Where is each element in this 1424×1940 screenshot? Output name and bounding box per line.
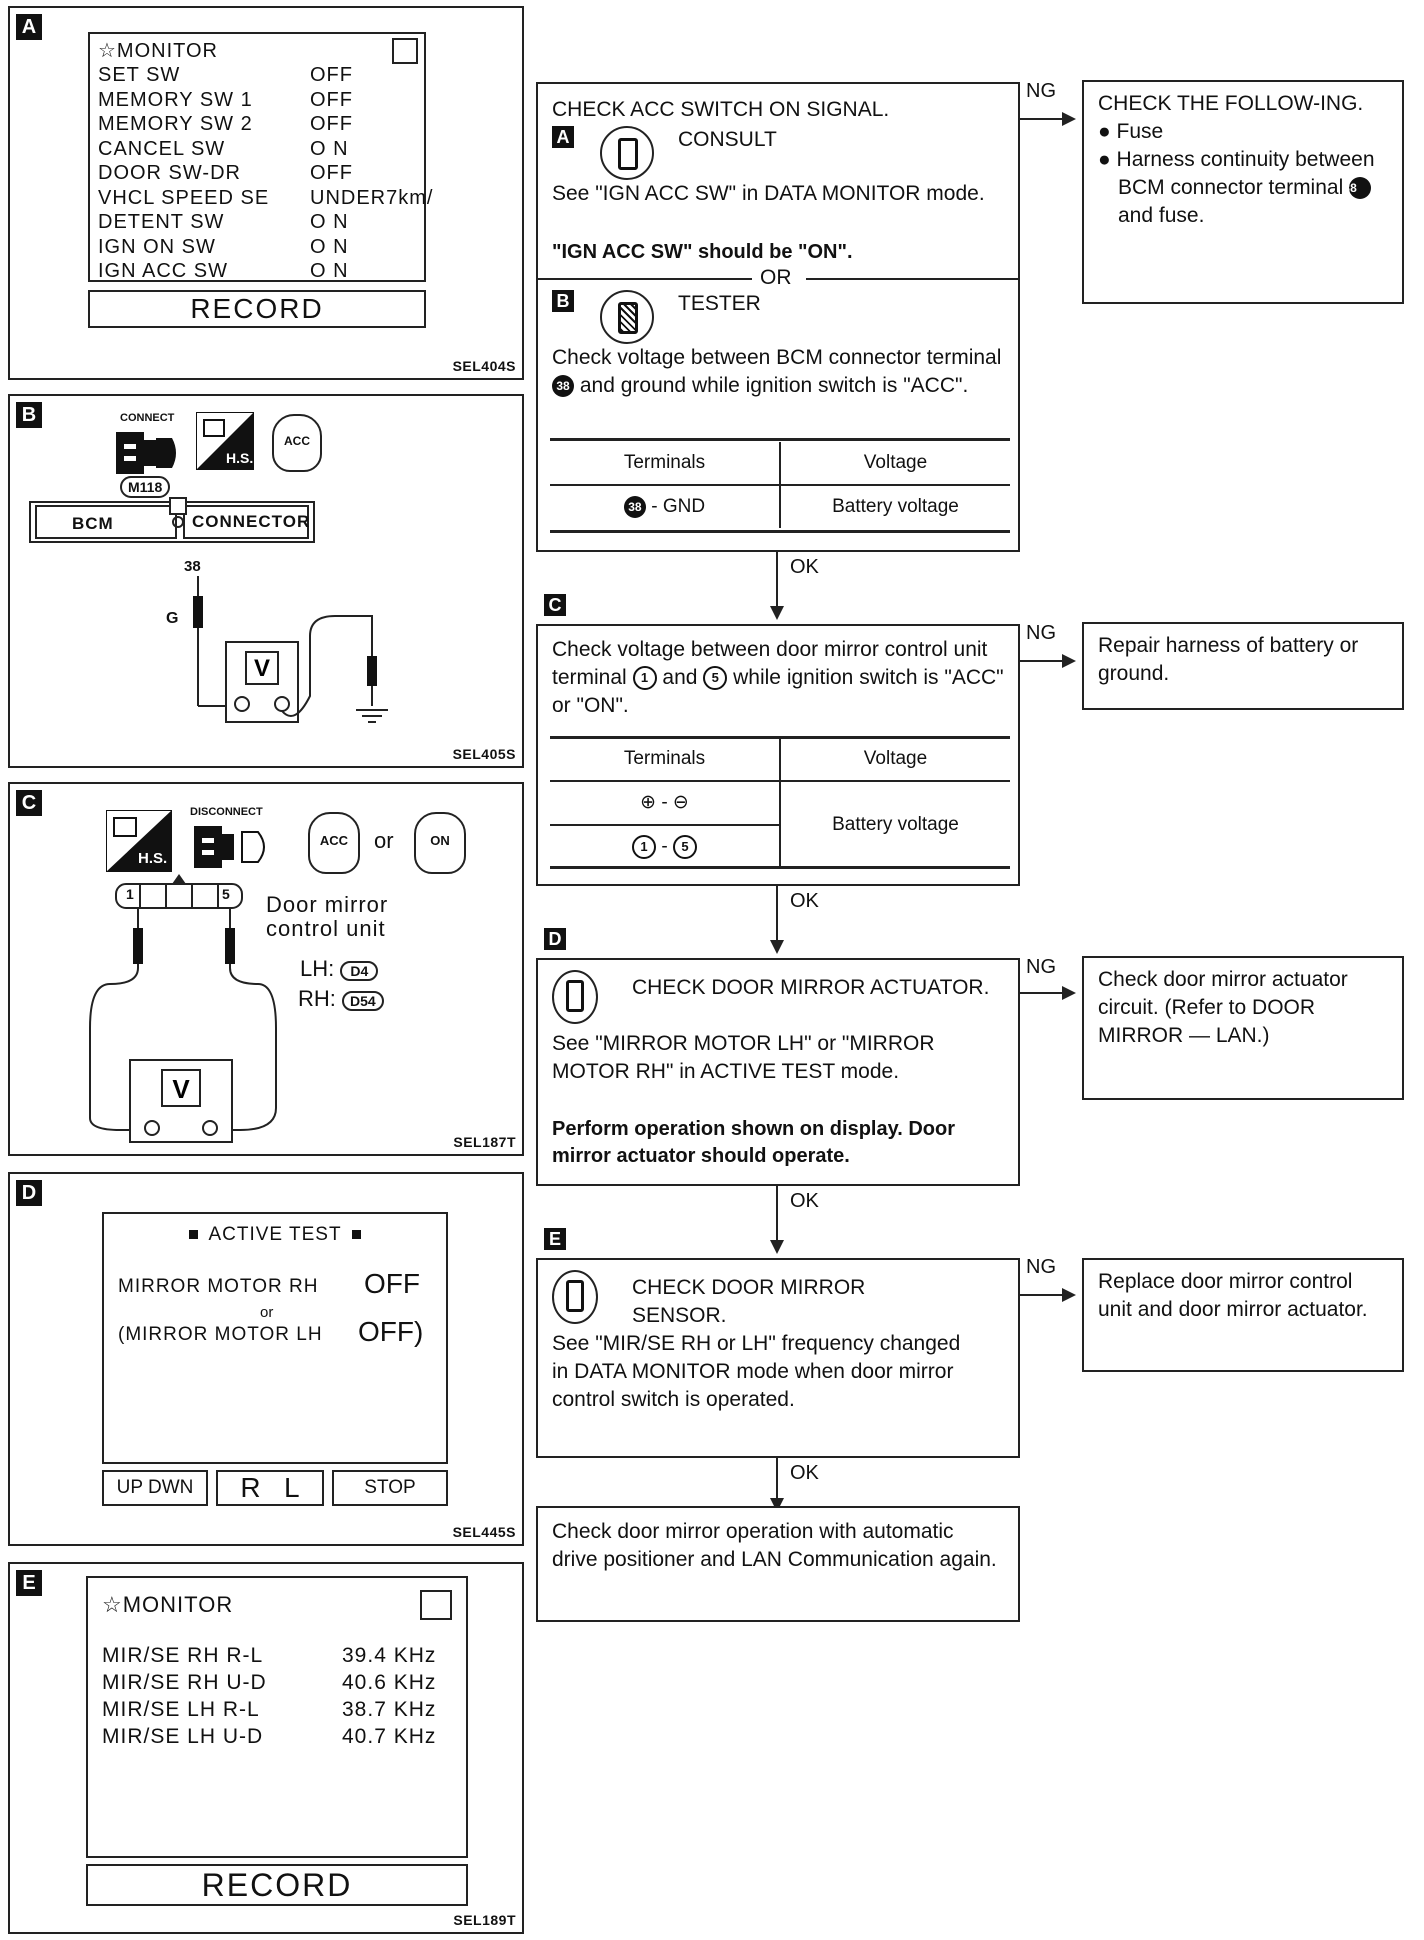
figure-code: SEL445S <box>452 1524 516 1540</box>
connect-label: CONNECT <box>120 412 175 424</box>
monitor-row-value: 38.7 KHz <box>342 1698 437 1721</box>
active-test-title: ACTIVE TEST <box>104 1224 446 1246</box>
ng-label-2: NG <box>1026 622 1056 644</box>
consult-label: CONSULT <box>678 128 777 151</box>
monitor-row-label: DOOR SW-DR <box>98 162 241 184</box>
monitor-header: ☆MONITOR <box>98 40 219 62</box>
ng-check-actuator-circuit <box>1082 956 1404 1100</box>
ok-label-1: OK <box>790 556 819 578</box>
key-on-label: ON <box>430 833 450 848</box>
bullet-icon <box>352 1230 361 1239</box>
step3-bold: Perform operation shown on display. Door mirror actuator should operate. <box>552 1118 955 1167</box>
monitor-row-label: IGN ON SW <box>98 235 216 258</box>
step1-title: CHECK ACC SWITCH ON SIGNAL. <box>552 98 890 121</box>
panel-d <box>8 1172 524 1546</box>
step1-table <box>550 442 1010 528</box>
monitor-row-value: 40.7 KHz <box>342 1725 437 1748</box>
monitor-row-label: MIR/SE RH U-D <box>102 1671 267 1694</box>
ng-label-4: NG <box>1026 1256 1056 1278</box>
pin5-label: 5 <box>222 886 230 902</box>
figure-code: SEL187T <box>453 1134 516 1150</box>
ng1-item-harness: ● Harness continuity between BCM connector terminal 38 and fuse. <box>1098 148 1375 227</box>
arrow-right-icon <box>1062 1288 1076 1302</box>
monitor-row-label: MEMORY SW 2 <box>98 113 253 135</box>
step2-table <box>550 738 1010 868</box>
disconnect-label: DISCONNECT <box>190 806 263 818</box>
monitor-row-value: O N <box>310 137 349 160</box>
voltmeter-v: V <box>253 655 271 682</box>
col-terminals: Terminals <box>550 738 780 781</box>
col-voltage: Voltage <box>780 738 1010 781</box>
monitor-row-value: OFF <box>310 113 353 135</box>
record-button[interactable]: RECORD <box>86 1864 468 1906</box>
voltmeter-circuit <box>160 576 420 736</box>
table-bottom-rule <box>550 530 1010 533</box>
step-tag-e: E <box>544 1228 566 1250</box>
arrow-down-icon <box>770 606 784 620</box>
step-door-mirror-voltage <box>536 624 1020 886</box>
bcm-label: BCM <box>72 514 114 533</box>
terminal-38-badge: 38 <box>552 375 574 397</box>
ng-arrow-1 <box>1020 118 1064 120</box>
terminal-cell: ⊕ - ⊖ <box>550 781 780 825</box>
monitor-row-label: IGN ACC SW <box>98 260 229 282</box>
ng-arrow-2 <box>1020 660 1064 662</box>
key-on-icon <box>414 812 466 874</box>
monitor-screen-a <box>88 32 434 282</box>
right-left-button[interactable]: R L <box>216 1470 324 1506</box>
panel-b <box>8 394 524 768</box>
voltmeter-circuit <box>80 908 290 1148</box>
step3-see: See "MIRROR MOTOR LH" or "MIRROR MOTOR RH" in ACTIVE TEST mode. <box>552 1032 935 1083</box>
lh-label: LH: D4 <box>300 956 378 982</box>
arrow-right-icon <box>1062 654 1076 668</box>
hs-label: H.S. <box>138 850 168 867</box>
checkbox-icon <box>392 38 418 64</box>
or-label: OR <box>760 266 792 289</box>
monitor-screen-e <box>86 1576 468 1858</box>
ng-label-3: NG <box>1026 956 1056 978</box>
connector-disconnect-icon <box>192 820 276 874</box>
arrow-down-icon <box>770 1240 784 1254</box>
monitor-row-value: O N <box>310 211 349 233</box>
monitor-row-label: CANCEL SW <box>98 137 226 160</box>
harness-code-badge: M118 <box>120 476 170 498</box>
tester-icon <box>600 290 654 344</box>
figure-code: SEL189T <box>453 1912 516 1928</box>
key-acc-icon <box>272 414 322 472</box>
or-divider-right <box>806 278 1020 280</box>
connector-line-3 <box>776 1186 778 1240</box>
col-voltage: Voltage <box>780 442 1010 485</box>
arrow-right-icon <box>1062 986 1076 1000</box>
ng1-item-fuse: ● Fuse <box>1098 120 1164 143</box>
monitor-row-label: DETENT SW <box>98 211 225 233</box>
monitor-row-label: MIR/SE RH R-L <box>102 1644 264 1667</box>
panel-b-tag: B <box>16 402 42 428</box>
monitor-row-value: O N <box>310 260 349 282</box>
voltmeter-v: V <box>172 1074 190 1104</box>
step-acc-switch-check <box>536 82 1020 552</box>
col-terminals: Terminals <box>550 442 780 485</box>
ok-label-4: OK <box>790 1462 819 1484</box>
step1-tag-b: B <box>552 290 574 312</box>
terminal-label: 38 <box>184 558 201 575</box>
ng2-text: Repair harness of battery or ground. <box>1098 634 1359 685</box>
step3-title: CHECK DOOR MIRROR ACTUATOR. <box>632 976 990 999</box>
monitor-row-value: OFF <box>310 88 353 111</box>
ng-check-following <box>1082 80 1404 304</box>
step1-should: "IGN ACC SW" should be "ON". <box>552 241 853 263</box>
ng-arrow-3 <box>1020 992 1064 994</box>
arrow-right-icon <box>1062 112 1076 126</box>
step-mirror-sensor <box>536 1258 1020 1458</box>
panel-d-tag: D <box>16 1180 42 1206</box>
connector-line-2 <box>776 886 778 940</box>
monitor-row-label: SET SW <box>98 64 181 86</box>
step4-see: See "MIR/SE RH or LH" frequency changed in DATA MONITOR mode when door mirror control switch is operated. <box>552 1332 961 1411</box>
voltage-cell: Battery voltage <box>832 496 959 517</box>
panel-e-tag: E <box>16 1570 42 1596</box>
key-acc-icon <box>308 812 360 874</box>
monitor-row-label: MIR/SE LH R-L <box>102 1698 260 1721</box>
final-text: Check door mirror operation with automatic drive positioner and LAN Communication again. <box>552 1520 997 1571</box>
mobile-tester-icon <box>552 970 598 1024</box>
or-label: or <box>374 828 394 853</box>
ok-label-2: OK <box>790 890 819 912</box>
rh-label: RH: D54 <box>298 986 384 1012</box>
bullet-icon <box>189 1230 198 1239</box>
pin1-label: 1 <box>126 886 134 902</box>
final-check-box <box>536 1506 1020 1622</box>
monitor-row-value: UNDER7km/ <box>310 186 434 209</box>
connector-label: CONNECTOR <box>192 512 311 531</box>
step1-check: Check voltage between BCM connector terminal 38 and ground while ignition switch is "ACC". <box>552 346 1002 397</box>
motor-lh-label: (MIRROR MOTOR LH <box>118 1324 323 1345</box>
connector-connect-icon <box>114 426 182 480</box>
ok-label-3: OK <box>790 1190 819 1212</box>
active-test-screen <box>102 1212 448 1464</box>
panel-a-tag: A <box>16 14 42 40</box>
unit-label-1: Door mirror <box>266 892 389 917</box>
ng-label-1: NG <box>1026 80 1056 102</box>
step-tag-c: C <box>544 594 566 616</box>
terminal-cell: 38 - GND <box>550 485 780 528</box>
checkbox-icon <box>420 1590 452 1620</box>
monitor-row-label: MEMORY SW 1 <box>98 88 253 111</box>
lh-connector-code: D4 <box>340 961 378 981</box>
stop-button[interactable]: STOP <box>332 1470 448 1506</box>
panel-c <box>8 782 524 1156</box>
table-top-rule <box>550 438 1010 441</box>
tester-label: TESTER <box>678 292 761 315</box>
key-acc-label: ACC <box>319 833 349 848</box>
table-bottom-rule <box>550 866 1010 869</box>
rh-connector-code: D54 <box>342 991 384 1011</box>
motor-rh-label: MIRROR MOTOR RH <box>118 1276 319 1297</box>
monitor-row-value: OFF <box>310 162 353 184</box>
wire-color-label: G <box>166 610 179 627</box>
monitor-row-label: VHCL SPEED SE <box>98 186 270 209</box>
step-mirror-actuator <box>536 958 1020 1186</box>
step2-text: Check voltage between door mirror control unit terminal 1 and 5 while ignition switch is "ACC" or "ON". <box>552 638 1004 717</box>
step1-tag-a: A <box>552 126 574 148</box>
ng-replace-unit <box>1082 1258 1404 1372</box>
record-button[interactable]: RECORD <box>88 290 426 328</box>
voltage-cell: Battery voltage <box>832 814 959 835</box>
monitor-row-label: MIR/SE LH U-D <box>102 1725 264 1748</box>
ng-repair-harness <box>1082 622 1404 710</box>
panel-e <box>8 1562 524 1934</box>
mobile-tester-icon <box>552 1270 598 1324</box>
panel-a <box>8 6 524 380</box>
ng4-text: Replace door mirror control unit and door mirror actuator. <box>1098 1270 1368 1321</box>
consult-icon <box>600 126 654 180</box>
up-down-button[interactable]: UP DWN <box>102 1470 208 1506</box>
hs-label: H.S. <box>226 450 254 466</box>
figure-code: SEL404S <box>452 358 516 374</box>
motor-rh-value: OFF <box>364 1268 420 1299</box>
or-divider-left <box>538 278 752 280</box>
monitor-header: ☆MONITOR <box>102 1592 234 1617</box>
connector-line-1 <box>776 552 778 606</box>
panel-c-tag: C <box>16 790 42 816</box>
key-acc-label: ACC <box>284 434 310 448</box>
or-label: or <box>260 1304 274 1321</box>
ng3-text: Check door mirror actuator circuit. (Refer to DOOR MIRROR — LAN.) <box>1098 968 1348 1047</box>
arrow-down-icon <box>770 940 784 954</box>
step4-title: CHECK DOOR MIRROR SENSOR. <box>632 1276 866 1327</box>
monitor-row-value: O N <box>310 235 349 258</box>
motor-lh-value: OFF) <box>358 1316 424 1347</box>
ng-arrow-4 <box>1020 1294 1064 1296</box>
monitor-row-value: 39.4 KHz <box>342 1644 437 1667</box>
step-tag-d: D <box>544 928 566 950</box>
monitor-row-value: OFF <box>310 64 353 86</box>
terminal-cell: 1 - 5 <box>550 825 780 868</box>
step1-see: See "IGN ACC SW" in DATA MONITOR mode. <box>552 182 985 205</box>
ng1-title: CHECK THE FOLLOW-ING. <box>1098 92 1364 115</box>
monitor-row-value: 40.6 KHz <box>342 1671 437 1694</box>
unit-label-2: control unit <box>266 916 386 941</box>
figure-code: SEL405S <box>452 746 516 762</box>
